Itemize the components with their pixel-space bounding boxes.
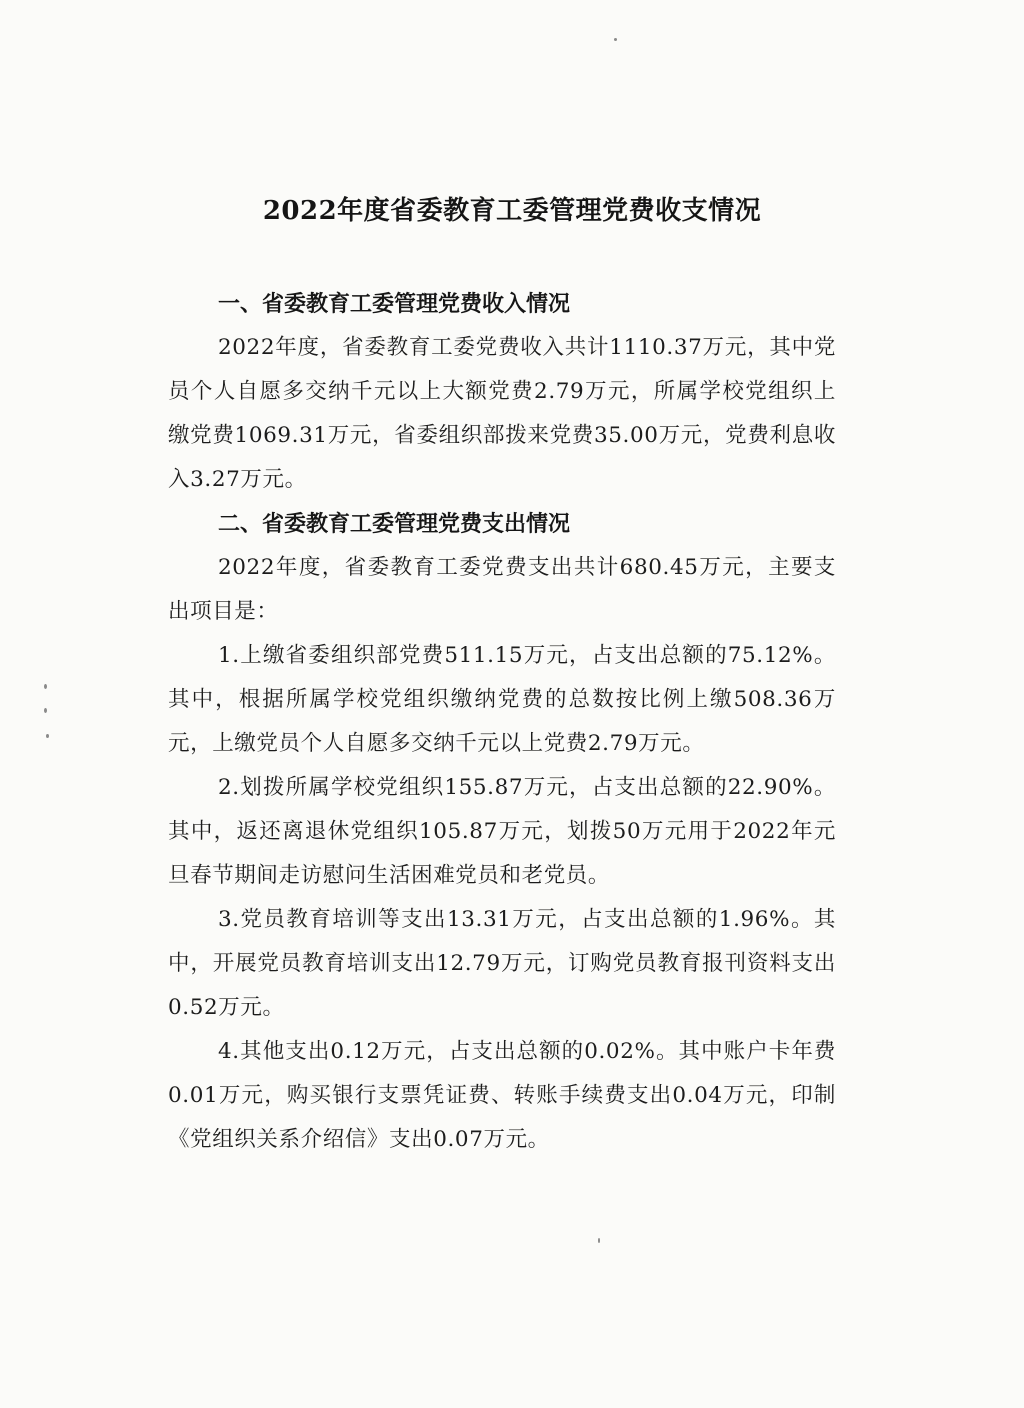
scan-speck: [614, 38, 617, 41]
scan-speck: [598, 1238, 600, 1243]
paragraph: 2022年度，省委教育工委党费支出共计680.45万元，主要支出项目是：: [168, 555, 836, 624]
section-expenditure: [168, 502, 836, 1162]
section-heading: 一、省委教育工委管理党费收入情况: [218, 291, 571, 317]
document-body: [168, 282, 836, 1162]
paragraph: 3.党员教育培训等支出13.31万元，占支出总额的1.96%。其中，开展党员教育培训支出12.79万元，订购党员教育报刊资料支出0.52万元。: [168, 907, 836, 1020]
document-title: 2022年度省委教育工委管理党费收支情况: [262, 196, 762, 226]
paragraph: 2022年度，省委教育工委党费收入共计1110.37万元，其中党员个人自愿多交纳千元以上大额党费2.79万元，所属学校党组织上缴党费1069.31万元，省委组织部拨来党费35.00万元，党费利息收入3.27万元。: [168, 335, 836, 492]
paragraph: 4.其他支出0.12万元，占支出总额的0.02%。其中账户卡年费0.01万元，购买银行支票凭证费、转账手续费支出0.04万元，印制《党组织关系介绍信》支出0.07万元。: [168, 1039, 836, 1152]
paragraph: 1.上缴省委组织部党费511.15万元，占支出总额的75.12%。其中，根据所属学校党组织缴纳党费的总数按比例上缴508.36万元，上缴党员个人自愿多交纳千元以上党费2.79万元。: [168, 643, 836, 756]
section-heading: 二、省委教育工委管理党费支出情况: [218, 511, 571, 537]
section-income: [168, 282, 836, 502]
scan-speck: [44, 708, 47, 713]
paragraph: 2.划拨所属学校党组织155.87万元，占支出总额的22.90%。其中，返还离退休党组织105.87万元，划拨50万元用于2022年元旦春节期间走访慰问生活困难党员和老党员。: [168, 775, 836, 888]
scan-speck: [44, 684, 47, 689]
scan-speck: [46, 734, 49, 738]
